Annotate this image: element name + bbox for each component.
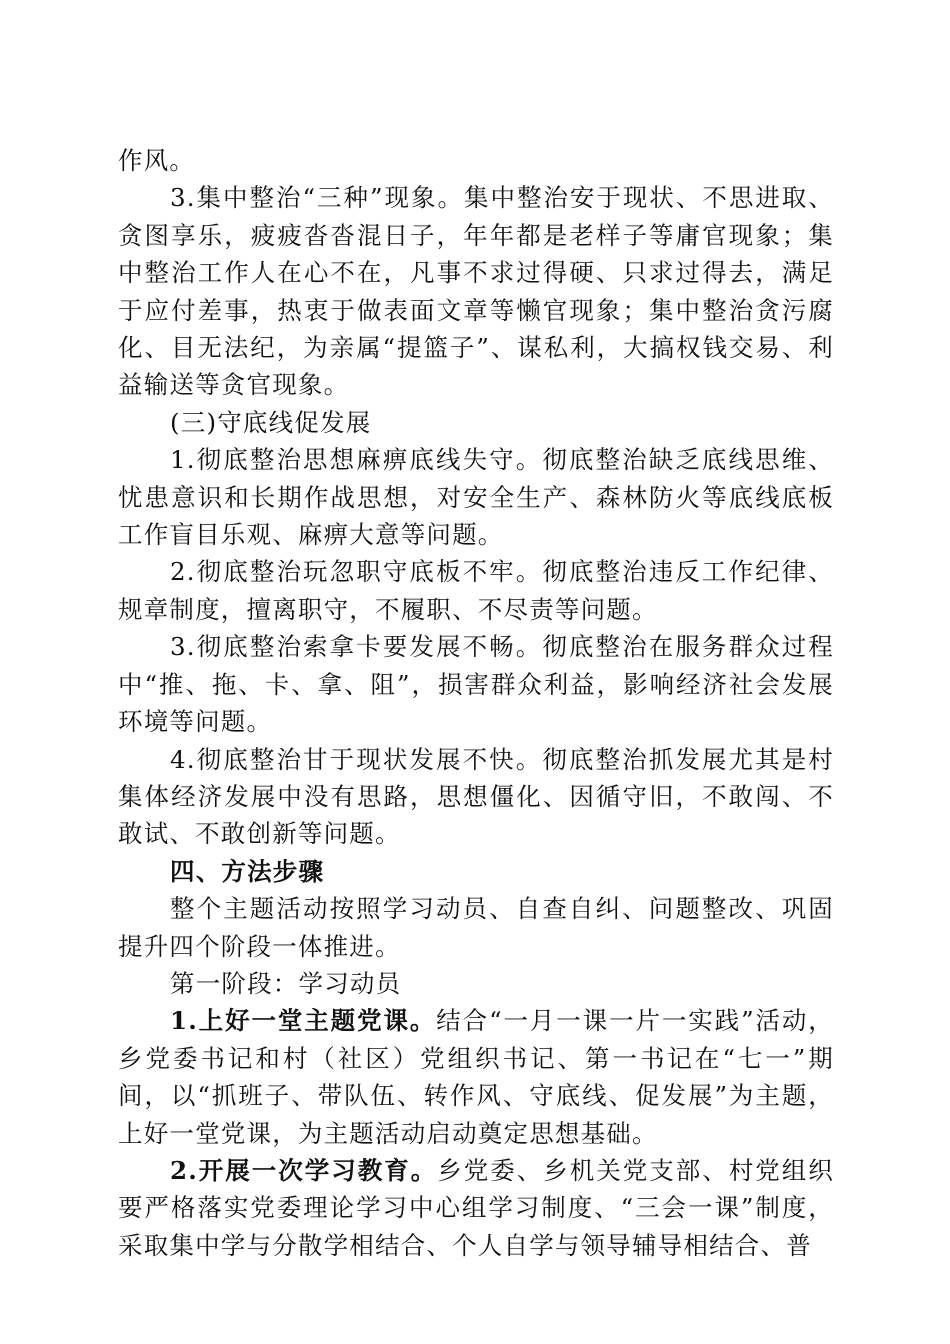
paragraph-methods-intro: 整个主题活动按照学习动员、自查自纠、问题整改、巩固提升四个阶段一体推进。 — [118, 894, 834, 961]
paragraph-party-lesson — [118, 1002, 834, 1152]
document-body — [118, 142, 834, 1264]
section-heading-methods: 四、方法步骤 — [170, 856, 325, 886]
paragraph-lead-bold: 1.上好一堂主题党课。 — [170, 1006, 437, 1036]
paragraph-study-education — [118, 1152, 834, 1264]
paragraph-three-phenomena: 3.集中整治“三种”现象。集中整治安于现状、不思进取、贪图享乐，疲疲沓沓混日子，年年都是老样子等庸官现象；集中整治工作人在心不在，凡事不求过得硬、只求过得去，满足于应付差事，热衷于做表面文章等懒官现象；集中整治贪污腐化、目无法纪，为亲属“提篮子”、谋私利，大搞权钱交易、利益输送等贪官现象。 — [118, 183, 834, 400]
section-heading-bottom-line: (三)守底线促发展 — [170, 407, 372, 437]
paragraph-item-2: 2.彻底整治玩忽职守底板不牢。彻底整治违反工作纪律、规章制度，擅离职守，不履职、不尽责等问题。 — [118, 557, 834, 624]
paragraph-body-text: 乡党委、乡机关党支部、村党组织要严格落实党委理论学习中心组学习制度、“三会一课”制度，采取集中学与分散学相结合、个人自学与领导辅导相结合、普 — [118, 1155, 835, 1260]
paragraph-continuation: 作风。 — [118, 146, 196, 175]
paragraph-item-1: 1.彻底整治思想麻痹底线失守。彻底整治缺乏底线思维、忧患意识和长期作战思想，对安全生产、森林防火等底线底板工作盲目乐观、麻痹大意等问题。 — [118, 445, 834, 550]
paragraph-body-text: 结合“一月一课一片一实践”活动，乡党委书记和村（社区）党组织书记、第一书记在“七一”期间，以“抓班子、带队伍、转作风、守底线、促发展”为主题，上好一堂党课，为主题活动启动奠定思想基础。 — [118, 1006, 834, 1148]
paragraph-item-4: 4.彻底整治甘于现状发展不快。彻底整治抓发展尤其是村集体经济发展中没有思路，思想僵化、因循守旧，不敢闯、不敢试、不敢创新等问题。 — [118, 744, 834, 849]
paragraph-lead-bold: 2.开展一次学习教育。 — [170, 1155, 438, 1185]
stage-one-heading: 第一阶段：学习动员 — [170, 968, 402, 998]
paragraph-item-3: 3.彻底整治索拿卡要发展不畅。彻底整治在服务群众过程中“推、拖、卡、拿、阻”，损害群众利益，影响经济社会发展环境等问题。 — [118, 632, 834, 737]
